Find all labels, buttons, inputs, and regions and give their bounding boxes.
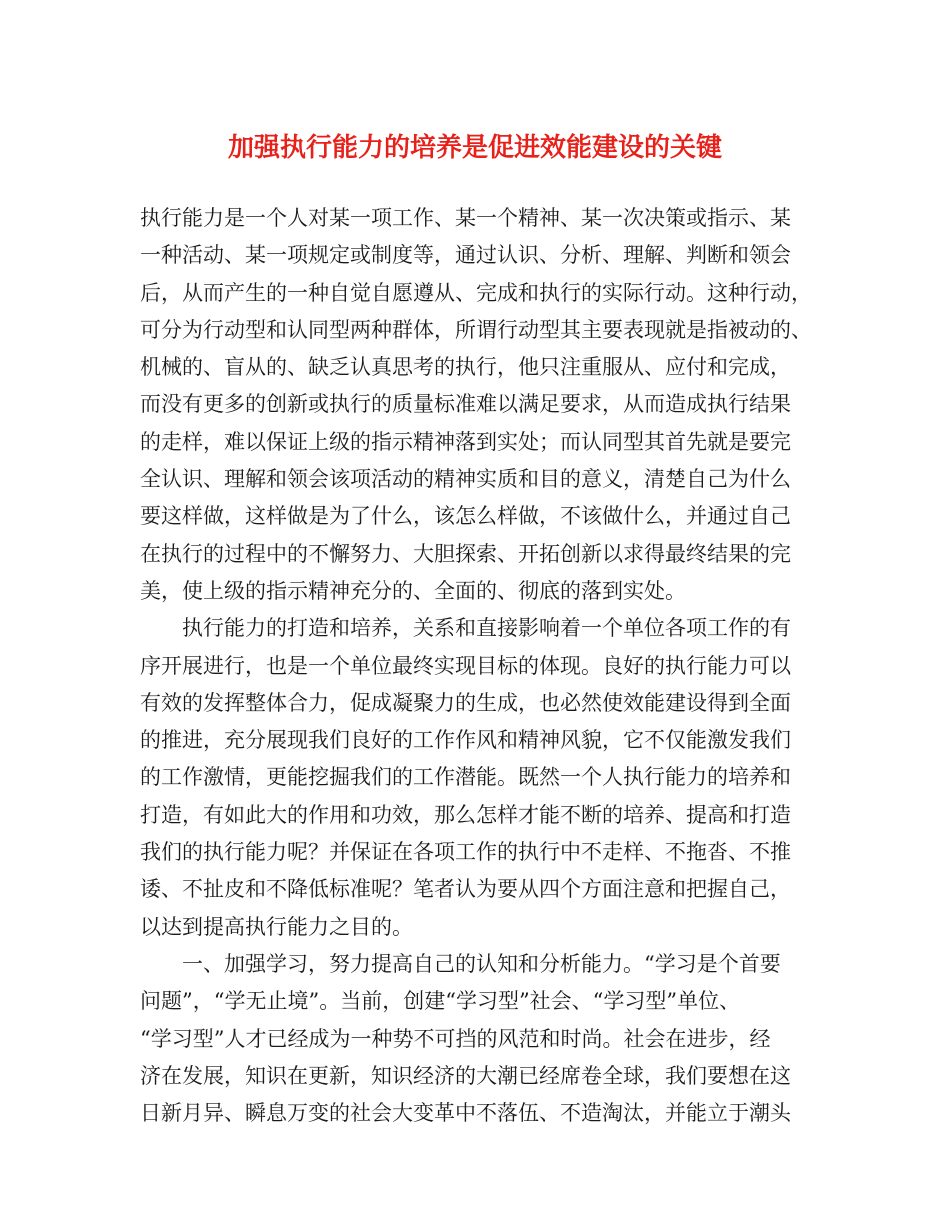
text-line: 我们的执行能力呢？并保证在各项工作的执行中不走样、不拖沓、不推 <box>140 840 791 865</box>
text-line: 一、加强学习，努力提高自己的认知和分析能力。“学习是个首要 <box>182 951 781 976</box>
text-line: 机械的、盲从的、缺乏认真思考的执行，他只注重服从、应付和完成， <box>140 355 791 380</box>
text-line: 全认识、理解和领会该项活动的精神实质和目的意义，清楚自己为什么 <box>140 467 791 492</box>
text-line: 的推进，充分展现我们良好的工作作风和精神风貌，它不仅能激发我们 <box>140 728 791 753</box>
text-line: 执行能力是一个人对某一项工作、某一个精神、某一次决策或指示、某 <box>140 206 791 230</box>
text-line: 打造，有如此大的作用和功效，那么怎样才能不断的培养、提高和打造 <box>140 802 791 827</box>
text-line: 以达到提高执行能力之目的。 <box>140 914 413 939</box>
text-line: 一种活动、某一项规定或制度等，通过认识、分析、理解、判断和领会 <box>140 243 791 268</box>
text-line: 执行能力的打造和培养，关系和直接影响着一个单位各项工作的有 <box>182 616 791 641</box>
text-line: 美，使上级的指示精神充分的、全面的、彻底的落到实处。 <box>140 578 686 603</box>
text-line: 而没有更多的创新或执行的质量标准难以满足要求，从而造成执行结果 <box>140 392 791 417</box>
text-line: 问题”，“学无止境”。当前，创建“学习型”社会、“学习型”单位、 <box>140 989 741 1014</box>
text-line: 的走样，难以保证上级的指示精神落到实处；而认同型其首先就是要完 <box>140 429 791 454</box>
text-line: 日新月异、瞬息万变的社会大变革中不落伍、不造淘汰，并能立于潮头 <box>140 1101 791 1126</box>
text-line: 有效的发挥整体合力，促成凝聚力的生成，也必然使效能建设得到全面 <box>140 690 791 715</box>
text-line: 可分为行动型和认同型两种群体，所谓行动型其主要表现就是指被动的、 <box>140 317 812 342</box>
text-line: 的工作激情，更能挖掘我们的工作潜能。既然一个人执行能力的培养和 <box>140 765 791 790</box>
text-line: 序开展进行，也是一个单位最终实现目标的体现。良好的执行能力可以 <box>140 653 791 678</box>
text-line: 在执行的过程中的不懈努力、大胆探索、开拓创新以求得最终结果的完 <box>140 541 791 566</box>
text-line: 济在发展，知识在更新，知识经济的大潮已经席卷全球，我们要想在这 <box>140 1063 791 1088</box>
text-line: “学习型”人才已经成为一种势不可挡的风范和时尚。社会在进步，经 <box>140 1026 771 1051</box>
text-line: 要这样做，这样做是为了什么，该怎么样做，不该做什么，并通过自己 <box>140 504 791 529</box>
document-body <box>140 200 830 1132</box>
document-title: 加强执行能力的培养是促进效能建设的关键 <box>227 133 722 163</box>
text-line: 诿、不扯皮和不降低标准呢？笔者认为要从四个方面注意和把握自己， <box>140 877 791 902</box>
text-line: 后，从而产生的一种自觉自愿遵从、完成和执行的实际行动。这种行动， <box>140 280 812 305</box>
